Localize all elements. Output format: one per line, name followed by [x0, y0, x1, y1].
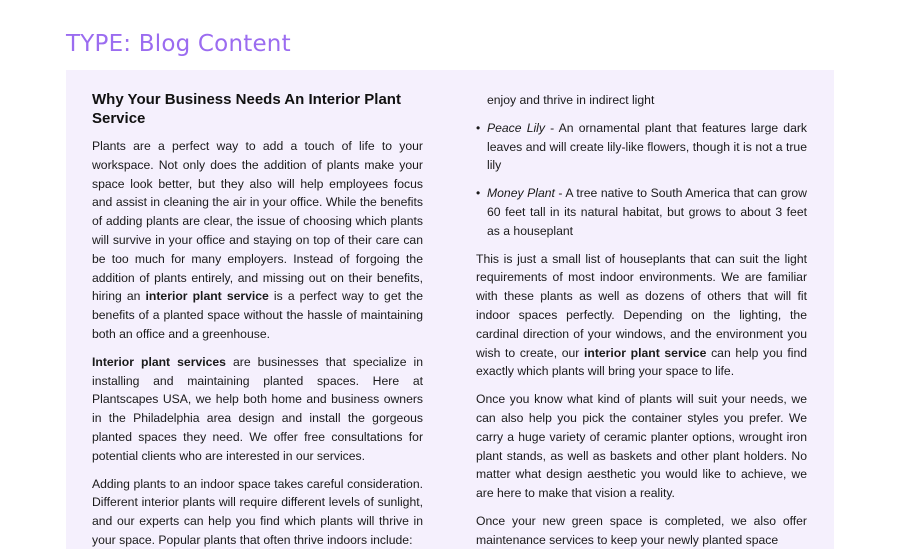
content-type-label: TYPE: Blog Content [66, 31, 291, 57]
plant-description: - An ornamental plant that features large dark leaves and will create lily-like flowers, though it is not a true lily [487, 120, 807, 173]
plant-name: Money Plant [487, 186, 555, 201]
paragraph-containers: Once you know what kind of plants will suit your needs, we can also help you pick the container styles you prefer. We carry a huge variety of ceramic planter options, wrought iron plant stands, as well as baskets and other plant holders. No matter what design aesthetic you would like to achieve, we are here to make that vision a reality. [476, 392, 807, 501]
paragraph-text: Plants are a perfect way to add a touch of life to your workspace. Not only does the addition of plants make your space look better, but they also will help employees focus and assist in cleaning the air in your office. While the benefits of adding plants are clear, the issue of choosing which plants will survive in your office and staying on top of their care can be too much for many employers. Instead of forgoing the addition of plants entirely, and missing out on their benefits, hiring an [92, 139, 423, 304]
bold-keyword: interior plant service [584, 345, 707, 360]
bold-keyword: Interior plant services [92, 354, 226, 369]
paragraph-text: This is just a small list of houseplants that can suit the light requirements of most indoor environments. We are familiar with these plants as well as dozens of others that will fit indoor spaces perfectly. Depending on the lighting, the cardinal direction of your windows, and the environment you wish to create, our [476, 251, 807, 360]
right-column [476, 91, 807, 549]
plant-description: - A tree native to South America that can grow 60 feet tall in its natural habitat, but grows to about 3 feet as a houseplant [487, 186, 807, 238]
left-column [92, 91, 423, 549]
article-heading: Why Your Business Needs An Interior Plant Service [92, 91, 401, 127]
paragraph-plants: Adding plants to an indoor space takes careful consideration. Different interior plants will require different levels of sunlight, and our experts can help you find which plants will thrive in your space. Popular plants that often thrive indoors include: [92, 476, 423, 547]
list-item [487, 184, 807, 240]
blog-content-panel [66, 70, 834, 549]
paragraph-maintenance: Once your new green space is completed, we also offer maintenance services to keep your newly planted space [476, 513, 807, 547]
list-item [487, 119, 807, 175]
paragraph-text: is a perfect way to get the benefits of a planted space without the hassle of maintaining both an office and a greenhouse. [92, 289, 424, 341]
paragraph-text: can help you find exactly which plants will bring your space to life. [476, 345, 807, 379]
paragraph-intro [92, 137, 423, 344]
plant-name: Peace Lily [487, 120, 545, 135]
bold-keyword: interior plant service [145, 289, 269, 304]
paragraph-services [92, 353, 423, 466]
list-item-continuation: enjoy and thrive in indirect light [487, 93, 655, 107]
paragraph-houseplants [476, 250, 807, 382]
plant-list [476, 91, 807, 241]
paragraph-text: are businesses that specialize in installing and maintaining planted spaces. Here at Plantscapes USA, we help both home and business owners in the Philadelphia area design and install the gorgeous planted spaces they need. We offer free consultations for potential clients who are interested in our services. [92, 354, 423, 463]
